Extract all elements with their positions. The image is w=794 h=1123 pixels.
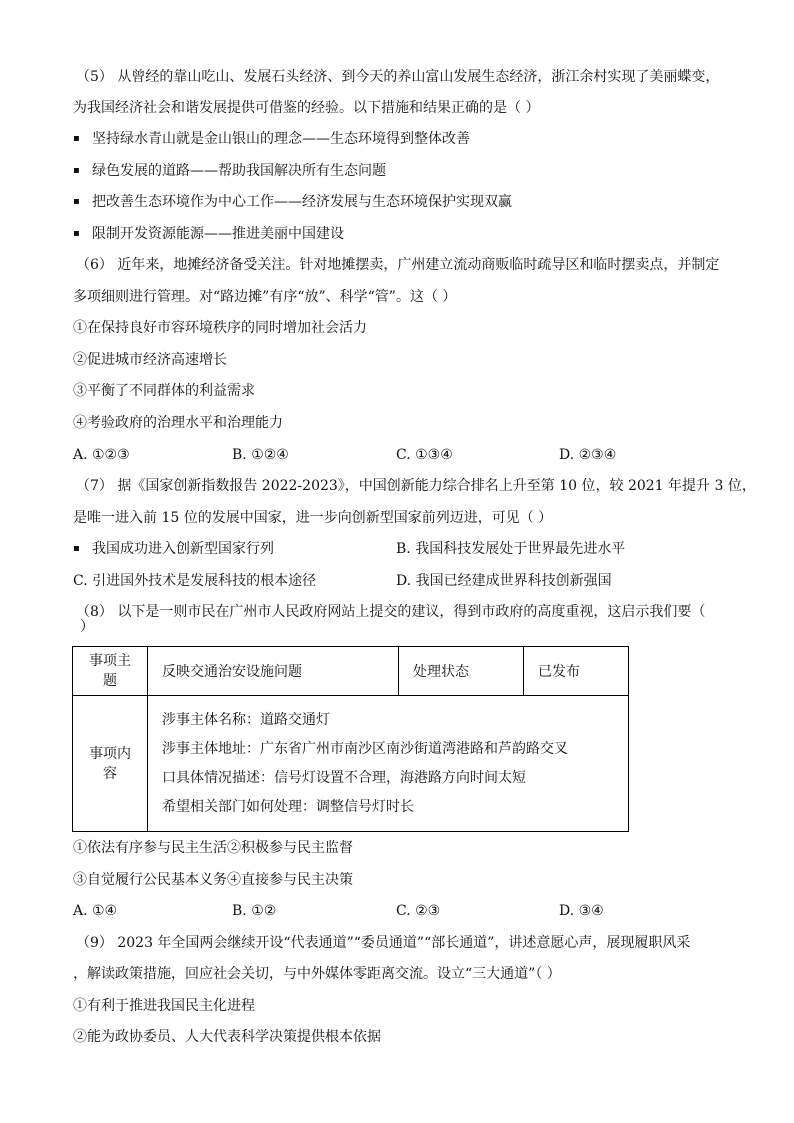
q9-item-2 [0,1022,794,1052]
q6-stem-line1 [0,250,794,280]
q5-option-1-text: 坚持绿水青山就是金山银山的理念——生态环境得到整体改善 [92,131,470,147]
q6-stem-text-2: 多项细则进行管理。对“路边摊”有序“放”、科学“管”。这（ ） [73,289,457,305]
content-line-4: 希望相关部门如何处理：调整信号灯时长 [162,798,414,815]
q7-stem-line2 [0,503,794,533]
q8-choice-c[interactable]: C. ②③ [396,903,441,919]
q8-choice-b[interactable]: B. ①② [232,903,277,919]
q7-stem-line1 [0,471,794,501]
q6-item-2 [0,345,794,375]
proposal-table-header-row [73,647,629,696]
q9-stem-text-2: ，解读政策措施，回应社会关切，与中外媒体零距离交流。设立“三大通道”（ ） [73,966,561,982]
q7-option-c[interactable]: C. 引进国外技术是发展科技的根本途径 [73,573,317,589]
q6-item-4-text: ④考验政府的治理水平和治理能力 [73,415,283,431]
content-label-text: 事项内容 [89,745,131,782]
q8-stem-text-2: ） [80,619,94,635]
bullet-icon [73,124,80,154]
q5-option-1[interactable] [0,124,794,154]
content-line-2: 涉事主体地址：广东省广州市南沙区南沙街道湾港路和芦韵路交叉 [162,740,568,757]
q6-choice-d[interactable]: D. ②③④ [559,447,617,463]
q5-option-3[interactable] [0,187,794,217]
q7-options-row1 [0,534,794,564]
q6-item-3-text: ③平衡了不同群体的利益需求 [73,383,255,399]
bullet-icon [73,156,80,186]
content-line-1: 涉事主体名称：道路交通灯 [162,711,330,728]
proposal-table [72,646,629,832]
q9-stem-text-1: （9） 2023 年全国两会继续开设“代表通道”“委员通道”“部长通道”，讲述意愿心声，展现履职风采 [76,935,691,951]
q8-choice-a[interactable]: A. ①④ [73,903,118,919]
q8-stem-line2 [0,616,794,638]
q6-item-1-text: ①在保持良好市容环境秩序的同时增加社会活力 [73,320,367,336]
content-line-3: 口具体情况描述：信号灯设置不合理，海港路方向时间太短 [162,769,526,786]
cell-topic-value: 反映交通治安设施问题 [148,647,399,696]
q6-stem-text-1: （6） 近年来，地摊经济备受关注。针对地摊摆卖，广州建立流动商贩临时疏导区和临时摆卖点，并制定 [76,257,720,273]
q6-item-2-text: ②促进城市经济高速增长 [73,352,227,368]
q8-items-line2 [0,865,794,895]
q8-items-text-1: ①依法有序参与民主生活②积极参与民主监督 [73,840,353,856]
q5-option-3-text: 把改善生态环境作为中心工作——经济发展与生态环境保护实现双赢 [92,194,512,210]
q5-stem-text-2: 为我国经济社会和谐发展提供可借鉴的经验。以下措施和结果正确的是（ ） [73,100,540,116]
q8-items-text-2: ③自觉履行公民基本义务④直接参与民主决策 [73,872,353,888]
q6-choice-b[interactable]: B. ①②④ [232,447,289,463]
q8-choice-d[interactable]: D. ③④ [559,903,604,919]
q7-option-d[interactable]: D. 我国已经建成世界科技创新强国 [396,573,612,589]
q7-option-b[interactable]: B. 我国科技发展处于世界最先进水平 [396,541,626,557]
q9-stem-line2 [0,959,794,989]
q6-choice-a[interactable]: A. ①②③ [73,447,130,463]
topic-label-text: 事项主题 [89,653,131,689]
cell-status-value: 已发布 [524,647,629,696]
q7-option-a[interactable]: 我国成功进入创新型国家行列 [92,541,274,557]
q6-choices [0,440,794,470]
q6-item-4 [0,408,794,438]
q6-item-3 [0,376,794,406]
q5-option-4-text: 限制开发资源能源——推进美丽中国建设 [92,226,344,242]
proposal-table-content-row [73,696,629,832]
q5-option-4[interactable] [0,219,794,249]
q5-stem-line2 [0,93,794,123]
q5-option-2-text: 绿色发展的道路——帮助我国解决所有生态问题 [92,163,386,179]
q8-stem-text-1: （8） 以下是一则市民在广州市人民政府网站上提交的建议，得到市政府的高度重视，这启示我们要（ [76,604,706,620]
q5-stem-line1 [0,62,794,92]
q8-items-line1 [0,833,794,863]
q6-stem-line2 [0,282,794,312]
q8-choices [0,896,794,926]
cell-status-label: 处理状态 [399,647,524,696]
cell-content-value [148,696,629,832]
q6-choice-c[interactable]: C. ①③④ [396,447,453,463]
q7-stem-text-1: （7） 据《国家创新指数报告 2022-2023》，中国创新能力综合排名上升至第 10 位，较 2021 年提升 3 位， [76,478,756,494]
cell-topic-label [73,647,148,696]
q9-item-2-text: ②能为政协委员、人大代表科学决策提供根本依据 [73,1029,381,1045]
q7-stem-text-2: 是唯一进入前 15 位的发展中国家，进一步向创新型国家前列迈进，可见（ ） [73,510,553,526]
q5-stem-text-1: （5） 从曾经的靠山吃山、发展石头经济、到今天的养山富山发展生态经济，浙江余村实现了美丽蝶变， [76,69,720,85]
q9-stem-line1 [0,928,794,958]
bullet-icon [73,534,80,564]
q6-item-1 [0,313,794,343]
bullet-icon [73,187,80,217]
q5-option-2[interactable] [0,156,794,186]
cell-content-label [73,696,148,832]
q9-item-1 [0,991,794,1021]
bullet-icon [73,219,80,249]
q7-options-row2 [0,566,794,596]
q9-item-1-text: ①有利于推进我国民主化进程 [73,998,255,1014]
